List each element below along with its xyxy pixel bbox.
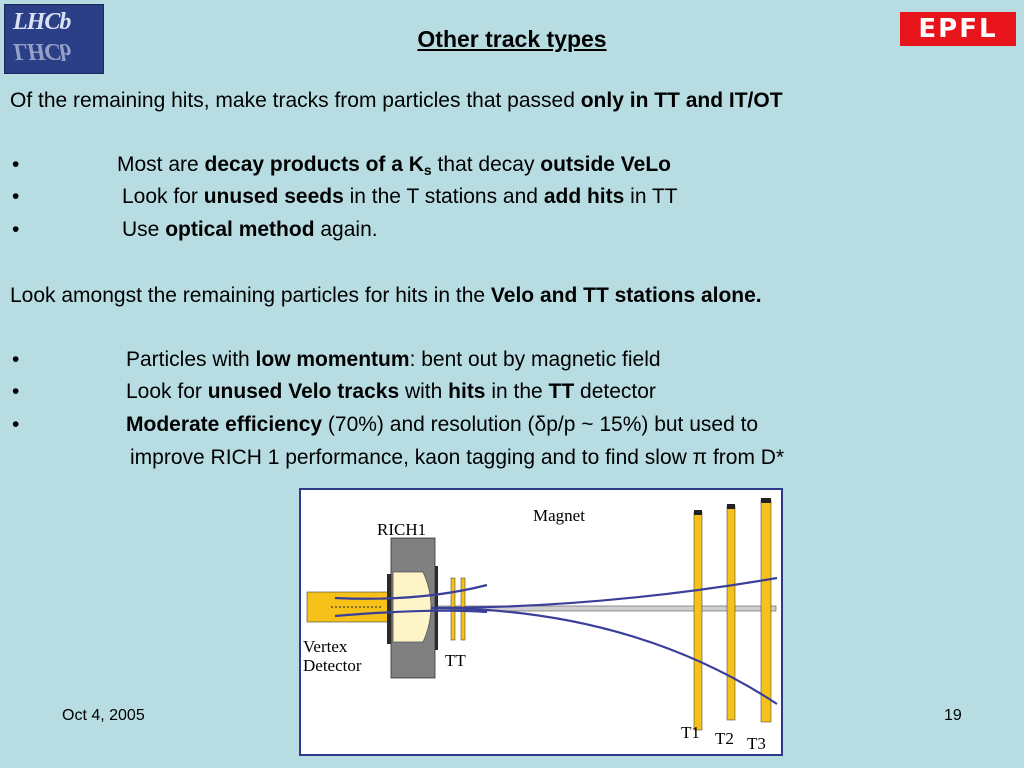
paragraph-1 <box>10 88 783 114</box>
bullet-icon: • <box>12 380 20 403</box>
paragraph-1-bold: only in TT and IT/OT <box>580 89 783 112</box>
t1-station <box>694 512 702 730</box>
bullet-icon: • <box>12 218 20 241</box>
bullet-text: : bent out by magnetic field <box>409 348 661 371</box>
t2-cap <box>727 504 735 509</box>
magnet-label: Magnet <box>533 506 585 525</box>
t2-label: T2 <box>715 729 734 748</box>
bullet-bold: hits <box>448 380 486 403</box>
bullet-text: Most are <box>117 153 205 176</box>
bullet-text: in the <box>485 380 549 403</box>
lhcb-logo-reflection: LHCb <box>13 38 71 64</box>
epfl-logo: EPFL <box>900 12 1016 46</box>
bullet-text: Use <box>122 218 166 241</box>
t1-label: T1 <box>681 723 700 742</box>
bullet-1-2 <box>122 184 678 210</box>
bullet-text: Particles with <box>126 348 256 371</box>
lhcb-logo-text: LHCb <box>13 9 71 35</box>
bullet-text: detector <box>574 380 656 403</box>
track-lower <box>431 608 777 704</box>
detector-diagram-svg <box>301 490 781 754</box>
vertex-label-line2: Detector <box>303 656 362 675</box>
bullet-bold: outside VeLo <box>540 153 671 176</box>
bullet-text: in TT <box>624 185 678 208</box>
bullet-subscript: s <box>423 162 432 178</box>
bullet-text: Look for <box>122 185 204 208</box>
bullet-text: Look for <box>126 380 208 403</box>
bullet-1-1 <box>117 152 671 178</box>
bullet-1-3 <box>122 217 378 243</box>
bullet-icon: • <box>12 348 20 371</box>
bullet-icon: • <box>12 153 20 176</box>
detector-diagram <box>299 488 783 756</box>
bullet-bold: unused seeds <box>203 185 344 208</box>
vertex-label-line1: Vertex <box>303 637 348 656</box>
bullet-text: with <box>399 380 449 403</box>
bullet-text: again. <box>314 218 378 241</box>
t1-cap <box>694 510 702 515</box>
rich1-label: RICH1 <box>377 520 427 539</box>
bullet-bold: low momentum <box>255 348 410 371</box>
paragraph-2 <box>10 283 762 309</box>
t2-station <box>727 506 735 720</box>
t3-station <box>761 500 771 722</box>
bullet-2-3-continuation: improve RICH 1 performance, kaon tagging and to find slow π from D* <box>130 446 785 469</box>
bullet-bold: decay products of a K <box>204 153 424 176</box>
t3-label: T3 <box>747 734 766 753</box>
slide-title: Other track types <box>417 26 607 52</box>
bullet-text: (70%) and resolution (δp/p ~ 15%) but used to <box>322 413 759 436</box>
bullet-text: in the T stations and <box>343 185 544 208</box>
rich1-window <box>387 574 391 644</box>
bullet-icon: • <box>12 413 20 436</box>
bullet-2-3 <box>126 412 758 438</box>
bullet-2-2 <box>126 379 656 405</box>
bullet-bold: TT <box>548 380 575 403</box>
rich1-mirror <box>393 572 431 642</box>
t3-cap <box>761 498 771 503</box>
bullet-icon: • <box>12 185 20 208</box>
track-upper <box>431 578 777 608</box>
footer-date: Oct 4, 2005 <box>62 707 145 724</box>
tt-label: TT <box>445 651 466 670</box>
paragraph-2-text: Look amongst the remaining particles for hits in the <box>10 284 491 307</box>
bullet-text: that decay <box>431 153 541 176</box>
paragraph-2-bold: Velo and TT stations alone. <box>490 284 762 307</box>
paragraph-1-text: Of the remaining hits, make tracks from particles that passed <box>10 89 581 112</box>
bullet-bold: unused Velo tracks <box>207 380 400 403</box>
bullet-2-1 <box>126 347 661 373</box>
page-number: 19 <box>944 707 962 724</box>
bullet-bold: add hits <box>543 185 625 208</box>
bullet-bold: Moderate efficiency <box>126 413 323 436</box>
bullet-bold: optical method <box>165 218 315 241</box>
